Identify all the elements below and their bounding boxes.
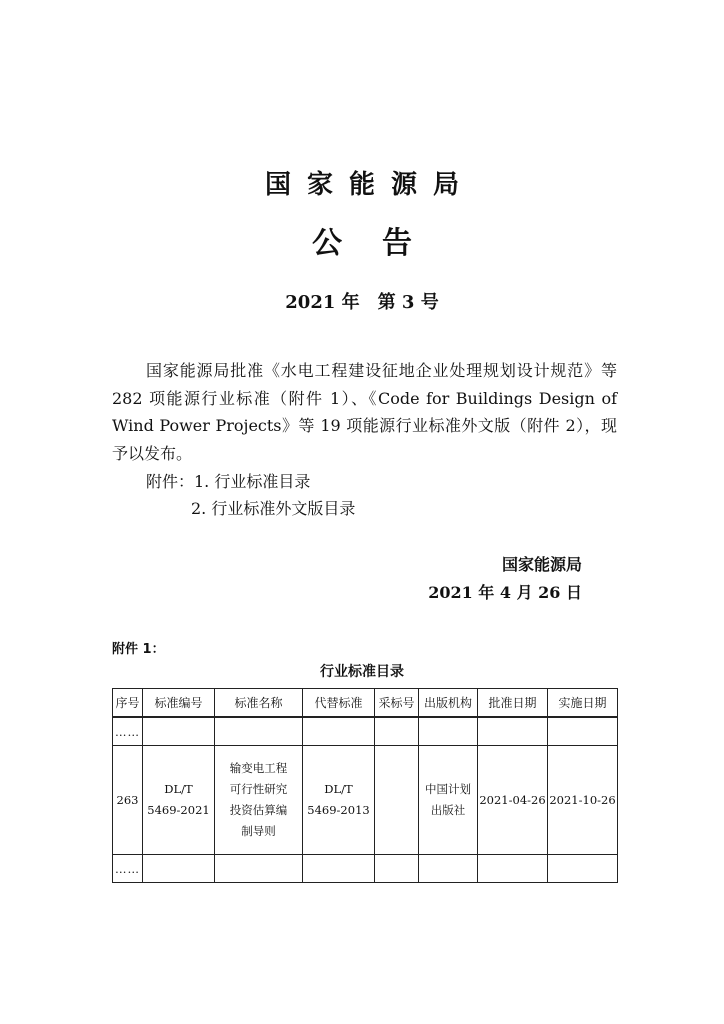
cell-approval-date: 2021-04-26 <box>478 746 548 855</box>
col-header-name: 标准名称 <box>215 689 303 718</box>
appendix-label: 附件 1： <box>112 642 165 657</box>
agency-title: 国家能源局 <box>264 170 475 200</box>
col-header-publisher: 出版机构 <box>419 689 478 718</box>
col-header-approval-date: 批准日期 <box>478 689 548 718</box>
cell-effective-date: 2021-10-26 <box>548 746 618 855</box>
table-title: 行业标准目录 <box>320 664 404 680</box>
cell-name: 输变电工程 可行性研究 投资估算编 制导则 <box>215 746 303 855</box>
standards-table <box>112 688 618 883</box>
signature-date: 2021 年 4 月 26 日 <box>428 583 582 602</box>
announcement-paragraph: 国家能源局批准《水电工程建设征地企业处理规划设计规范》等 282 项能源行业标准（附件 1）、《Code for Buildings Design of Wind Power Projects》等 19 项能源行业标准外文版（附件 2），现予以发布。 <box>112 361 617 463</box>
table-row <box>113 855 618 883</box>
ellipsis-cell: …… <box>113 855 143 883</box>
col-header-adopted: 采标号 <box>375 689 419 718</box>
cell-code: DL/T 5469-2021 <box>143 746 215 855</box>
signature-agency: 国家能源局 <box>501 555 582 574</box>
notice-title: 公告 <box>312 226 452 261</box>
col-header-code: 标准编号 <box>143 689 215 718</box>
attachment-2-line: 2. 行业标准外文版目录 <box>191 499 356 518</box>
cell-replaced: DL/T 5469-2013 <box>303 746 375 855</box>
table-row <box>113 717 618 746</box>
col-header-no: 序号 <box>113 689 143 718</box>
cell-publisher: 中国计划 出版社 <box>419 746 478 855</box>
attachment-1-line: 附件：1. 行业标准目录 <box>146 472 311 491</box>
col-header-effective-date: 实施日期 <box>548 689 618 718</box>
ellipsis-cell: …… <box>113 717 143 746</box>
issue-number: 2021 年 第 3 号 <box>285 292 439 313</box>
cell-adopted <box>375 746 419 855</box>
cell-no: 263 <box>113 746 143 855</box>
table-header-row <box>113 689 618 718</box>
table-row <box>113 746 618 855</box>
col-header-replaced: 代替标准 <box>303 689 375 718</box>
